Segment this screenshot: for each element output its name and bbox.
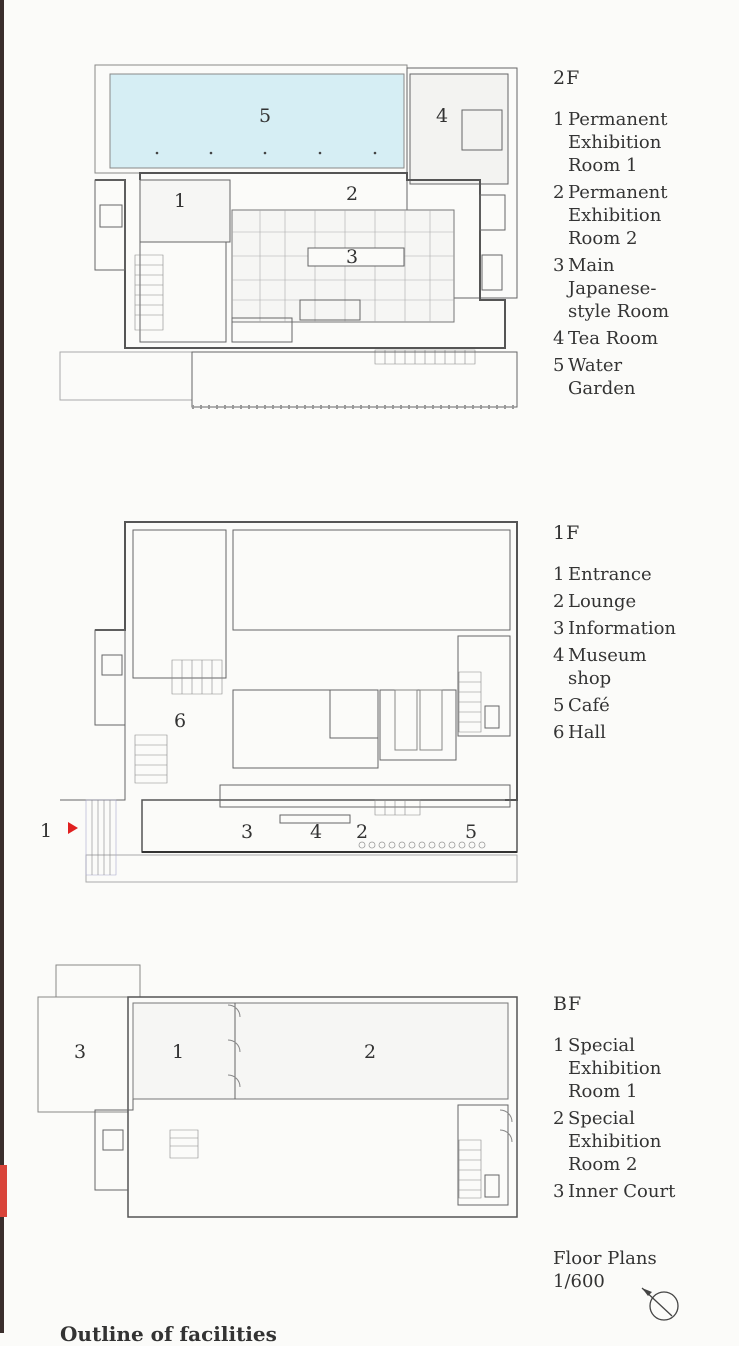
room-item [553, 354, 733, 400]
legend-1f [553, 522, 733, 748]
legend-bf [553, 993, 733, 1207]
room-number: 6 [553, 722, 565, 743]
plan-1f-label-4: 4 [309, 821, 323, 843]
plan-2f-label-5: 5 [258, 105, 272, 127]
room-name [568, 1034, 733, 1103]
room-name-line: Museum [568, 645, 647, 666]
room-name [568, 108, 733, 177]
plan-bf-label-2: 2 [363, 1041, 377, 1063]
room-name-line: Room 2 [568, 1154, 638, 1175]
plan-2f-label-1: 1 [173, 190, 187, 212]
plan-2f-label-2: 2 [345, 183, 359, 205]
room-name [568, 644, 733, 690]
room-number: 2 [553, 1108, 565, 1129]
scale-title: Floor Plans [553, 1248, 657, 1269]
room-name-line: Permanent [568, 109, 668, 130]
room-number: 1 [553, 1035, 565, 1056]
room-name [568, 563, 733, 586]
room-name-line: Permanent [568, 182, 668, 203]
legend-2f [553, 67, 733, 404]
floor-label-1f: 1F [553, 522, 581, 544]
room-name-line: Room 1 [568, 155, 638, 176]
room-item [553, 617, 733, 640]
room-name-line: Garden [568, 378, 636, 399]
room-name-line: Room 2 [568, 228, 638, 249]
plan-2f-label-3: 3 [345, 246, 359, 268]
room-name-line: shop [568, 668, 612, 689]
room-item [553, 1034, 733, 1103]
room-name [568, 327, 733, 350]
room-name [568, 181, 733, 250]
floor-label-2f: 2F [553, 67, 581, 89]
room-number: 4 [553, 328, 565, 349]
room-name-line: Exhibition [568, 1058, 662, 1079]
room-item [553, 181, 733, 250]
room-name-line: Exhibition [568, 1131, 662, 1152]
room-name-line: style Room [568, 301, 670, 322]
room-item [553, 694, 733, 717]
room-name [568, 354, 733, 400]
room-item [553, 563, 733, 586]
room-item [553, 721, 733, 744]
room-list-1f [553, 563, 733, 744]
room-item [553, 644, 733, 690]
room-name [568, 254, 733, 323]
room-name-line: Special [568, 1108, 635, 1129]
room-name-line: Inner Court [568, 1181, 676, 1202]
room-number: 1 [553, 564, 565, 585]
north-arrow-icon [636, 1284, 682, 1324]
plan-1f-label-entrance: 1 [39, 820, 53, 842]
room-number: 2 [553, 182, 565, 203]
plan-2f-label-4: 4 [435, 105, 449, 127]
plan-bf-label-1: 1 [171, 1041, 185, 1063]
room-item [553, 1180, 733, 1203]
room-name-line: Room 1 [568, 1081, 638, 1102]
room-name-line: Special [568, 1035, 635, 1056]
room-number: 3 [553, 618, 565, 639]
room-name-line: Hall [568, 722, 606, 743]
room-name [568, 1107, 733, 1176]
plan-1f-label-5: 5 [464, 821, 478, 843]
room-name-line: Lounge [568, 591, 637, 612]
room-number: 3 [553, 1181, 565, 1202]
room-number: 2 [553, 591, 565, 612]
room-item [553, 327, 733, 350]
plan-1f-label-6: 6 [173, 710, 187, 732]
room-name [568, 694, 733, 717]
room-name-line: Café [568, 695, 610, 716]
room-number: 5 [553, 355, 565, 376]
room-item [553, 1107, 733, 1176]
room-name-line: Information [568, 618, 677, 639]
plan-bf-label-3: 3 [73, 1041, 87, 1063]
room-name-line: Water [568, 355, 623, 376]
room-name-line: Entrance [568, 564, 652, 585]
plan-1f-label-3: 3 [240, 821, 254, 843]
room-list-bf [553, 1034, 733, 1203]
room-item [553, 108, 733, 177]
room-name [568, 721, 733, 744]
room-name [568, 590, 733, 613]
plan-1f-label-2: 2 [355, 821, 369, 843]
room-name [568, 617, 733, 640]
room-list-2f [553, 108, 733, 400]
section-heading: Outline of facilities [60, 1322, 277, 1346]
room-name-line: Exhibition [568, 205, 662, 226]
room-name [568, 1180, 733, 1203]
scale-ratio: 1/600 [553, 1271, 605, 1292]
room-number: 1 [553, 109, 565, 130]
room-number: 5 [553, 695, 565, 716]
room-name-line: Exhibition [568, 132, 662, 153]
room-item [553, 254, 733, 323]
room-name-line: Tea Room [568, 328, 659, 349]
room-number: 3 [553, 255, 565, 276]
room-number: 4 [553, 645, 565, 666]
room-name-line: Japanese- [568, 278, 657, 299]
floor-label-bf: BF [553, 993, 583, 1015]
room-item [553, 590, 733, 613]
room-name-line: Main [568, 255, 615, 276]
